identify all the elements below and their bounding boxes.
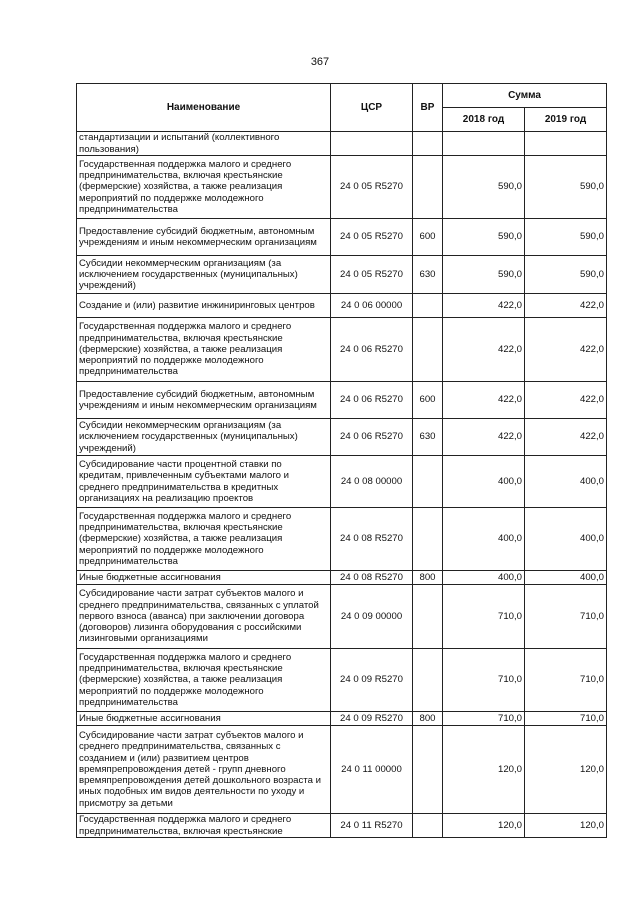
row-sum-2018: 400,0 [443,571,525,585]
row-name: Государственная поддержка малого и среднего предпринимательства, включая крестьянские (фермерские) хозяйства, а также реализация мероприятий по поддержке молодежного предпринимательства [77,156,331,219]
table-row [77,456,607,508]
row-name: стандартизации и испытаний (коллективного пользования) [77,132,331,156]
row-name: Предоставление субсидий бюджетным, автономным учреждениям и иным некоммерческим организациям [77,382,331,419]
row-sum-2019: 590,0 [525,256,607,294]
row-sum-2018: 710,0 [443,585,525,649]
table-row [77,814,607,838]
row-csr: 24 0 06 R5270 [331,318,413,382]
header-sum: Сумма [443,84,607,108]
row-vr: 600 [413,382,443,419]
row-sum-2018: 400,0 [443,508,525,571]
row-name: Субсидирование части затрат субъектов малого и среднего предпринимательства, связанных с уплатой первого взноса (аванса) при заключении договора (договоров) лизинга оборудования с российскими лизинговыми организациями [77,585,331,649]
row-name: Государственная поддержка малого и среднего предпринимательства, включая крестьянские (фермерские) хозяйства, а также реализация мероприятий по поддержке молодежного предпринимательства [77,649,331,712]
table-body [77,132,607,838]
row-vr [413,585,443,649]
row-name: Создание и (или) развитие инжиниринговых центров [77,294,331,318]
row-csr [331,132,413,156]
table-row [77,156,607,219]
row-csr: 24 0 08 00000 [331,456,413,508]
row-vr: 630 [413,256,443,294]
row-sum-2018: 710,0 [443,712,525,726]
row-csr: 24 0 11 R5270 [331,814,413,838]
row-csr: 24 0 06 R5270 [331,382,413,419]
row-vr: 600 [413,219,443,256]
row-sum-2019: 590,0 [525,219,607,256]
row-sum-2018: 590,0 [443,156,525,219]
table-row [77,419,607,456]
row-sum-2018: 120,0 [443,726,525,814]
row-csr: 24 0 09 R5270 [331,712,413,726]
table-row [77,585,607,649]
table-row [77,256,607,294]
table-row [77,382,607,419]
row-name: Субсидирование части процентной ставки по кредитам, привлеченным субъектами малого и среднего предпринимательства в кредитных организациях на реализацию проектов [77,456,331,508]
row-sum-2018: 590,0 [443,256,525,294]
row-name: Государственная поддержка малого и среднего предпринимательства, включая крестьянские [77,814,331,838]
row-csr: 24 0 05 R5270 [331,219,413,256]
row-sum-2018: 422,0 [443,318,525,382]
table-row [77,132,607,156]
row-sum-2019: 120,0 [525,726,607,814]
table-row [77,726,607,814]
row-name: Субсидирование части затрат субъектов малого и среднего предпринимательства, связанных с созданием и (или) развитием центров времяпрепровождения детей - групп дневного времяпрепровождения детей дошкольного возраста и иных подобных им видов деятельности по уходу и присмотру за детьми [77,726,331,814]
row-sum-2018: 120,0 [443,814,525,838]
table-row [77,649,607,712]
row-sum-2019: 422,0 [525,294,607,318]
row-sum-2018: 590,0 [443,219,525,256]
row-vr [413,649,443,712]
row-sum-2019: 120,0 [525,814,607,838]
row-sum-2019: 422,0 [525,419,607,456]
header-vr: ВР [413,84,443,132]
row-vr [413,132,443,156]
row-sum-2018: 400,0 [443,456,525,508]
row-csr: 24 0 05 R5270 [331,256,413,294]
row-vr [413,726,443,814]
table-row [77,294,607,318]
row-name: Государственная поддержка малого и среднего предпринимательства, включая крестьянские (фермерские) хозяйства, а также реализация мероприятий по поддержке молодежного предпринимательства [77,318,331,382]
row-sum-2018: 422,0 [443,419,525,456]
row-sum-2019: 400,0 [525,571,607,585]
row-sum-2019: 400,0 [525,508,607,571]
row-csr: 24 0 06 R5270 [331,419,413,456]
row-sum-2018 [443,132,525,156]
row-sum-2019: 422,0 [525,382,607,419]
row-vr [413,456,443,508]
row-csr: 24 0 06 00000 [331,294,413,318]
table-row [77,571,607,585]
row-sum-2019: 710,0 [525,649,607,712]
row-csr: 24 0 05 R5270 [331,156,413,219]
row-sum-2019 [525,132,607,156]
table-row [77,508,607,571]
row-name: Предоставление субсидий бюджетным, автономным учреждениям и иным некоммерческим организациям [77,219,331,256]
header-year-2019: 2019 год [525,108,607,132]
row-vr: 630 [413,419,443,456]
row-vr [413,156,443,219]
row-vr [413,294,443,318]
row-csr: 24 0 09 R5270 [331,649,413,712]
row-sum-2018: 422,0 [443,294,525,318]
row-name: Субсидии некоммерческим организациям (за исключением государственных (муниципальных) учреждений) [77,256,331,294]
row-sum-2019: 422,0 [525,318,607,382]
row-sum-2019: 590,0 [525,156,607,219]
row-name: Субсидии некоммерческим организациям (за исключением государственных (муниципальных) учреждений) [77,419,331,456]
row-sum-2019: 710,0 [525,712,607,726]
page-number: 367 [310,56,330,68]
row-vr [413,508,443,571]
row-vr [413,318,443,382]
row-name: Государственная поддержка малого и среднего предпринимательства, включая крестьянские (фермерские) хозяйства, а также реализация мероприятий по поддержке молодежного предпринимательства [77,508,331,571]
row-csr: 24 0 09 00000 [331,585,413,649]
header-year-2018: 2018 год [443,108,525,132]
row-vr [413,814,443,838]
header-csr: ЦСР [331,84,413,132]
row-sum-2018: 422,0 [443,382,525,419]
row-vr: 800 [413,712,443,726]
header-name: Наименование [77,84,331,132]
row-csr: 24 0 08 R5270 [331,571,413,585]
row-vr: 800 [413,571,443,585]
row-sum-2019: 400,0 [525,456,607,508]
table-row [77,712,607,726]
row-sum-2018: 710,0 [443,649,525,712]
row-name: Иные бюджетные ассигнования [77,712,331,726]
table-row [77,219,607,256]
table-row [77,318,607,382]
budget-table [76,83,607,838]
row-csr: 24 0 08 R5270 [331,508,413,571]
row-sum-2019: 710,0 [525,585,607,649]
row-csr: 24 0 11 00000 [331,726,413,814]
row-name: Иные бюджетные ассигнования [77,571,331,585]
